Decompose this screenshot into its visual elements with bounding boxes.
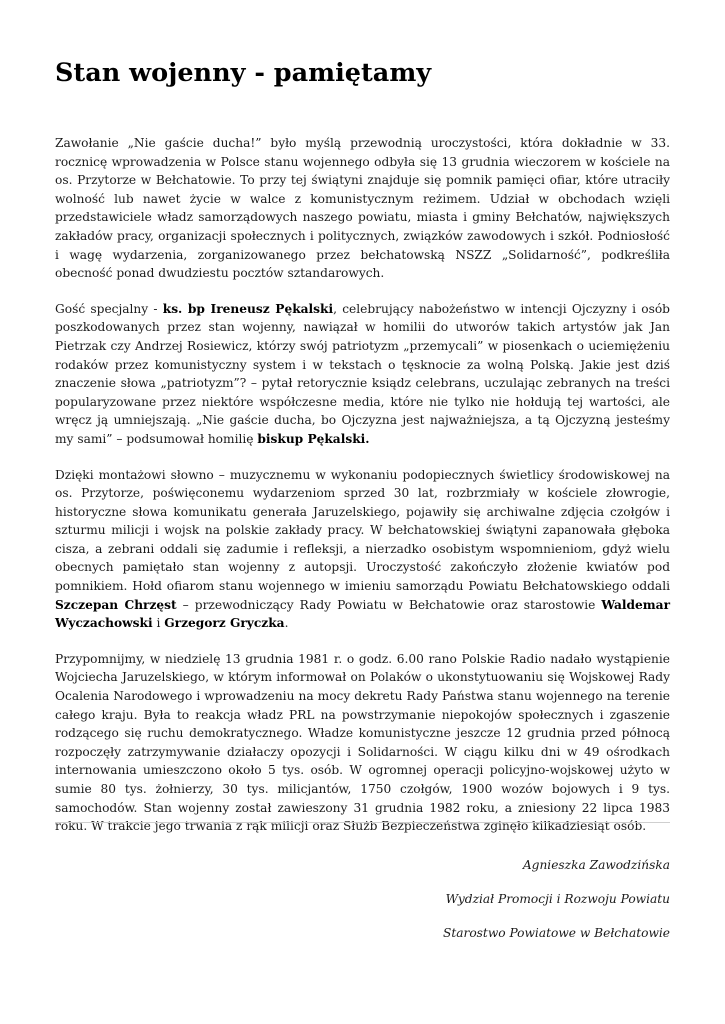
signature-office: Starostwo Powiatowe w Bełchatowie: [442, 926, 670, 940]
p3-text-c: – przewodniczący Rady Powiatu w Bełchatowie oraz starostowie: [176, 597, 602, 612]
p2-text-a: Gość specjalny -: [55, 301, 163, 316]
p2-text-c: , celebrujący nabożeństwo w intencji Ojczyzny i osób poszkodowanych przez stan wojenny, nawiązał w homilii do utworów takich artystów jak Jan Pietrzak czy Andrzej Rosiewicz, którzy swój patriotyzm „przemycali” w piosenkach o uciemiężeniu rodaków przez komunistyczny system i w tekstach o tęsknocie za wolną Polską. Jakie jest dziś znaczenie słowa „patriotyzm”? – pytał retorycznie ksiądz celebrans, uczulając zebranych na treści popularyzowane przez niektóre współczesne media, które nie tylko nie hołdują tej wartości, ale wręcz ją umniejszają. „Nie gaście ducha, bo Ojczyzna jest najważniejsza, a tą Ojczyzną jesteśmy my sami” – podsumował homilię: [55, 301, 670, 446]
article-body: [55, 134, 670, 853]
bishop-name: ks. bp Ireneusz Pękalski: [162, 301, 334, 316]
paragraph-2: [55, 300, 670, 449]
name-gryczka: Grzegorz Gryczka: [164, 616, 285, 631]
signature-divider: [55, 822, 670, 823]
name-wyczachowski: Waldemar Wyczachowski: [55, 597, 670, 631]
p3-text-g: .: [284, 616, 289, 631]
p3-text-e: i: [152, 616, 165, 631]
paragraph-3: [55, 466, 670, 633]
name-chrzest: Szczepan Chrzęst: [55, 597, 177, 612]
article-title: Stan wojenny - pamiętamy: [55, 58, 432, 88]
paragraph-4: Przypomnijmy, w niedzielę 13 grudnia 1981 r. o godz. 6.00 rano Polskie Radio nadało wystąpienie Wojciecha Jaruzelskiego, w którym informował on Polaków o ukonstytuowaniu się Wojskowej Rady Ocalenia Narodowego i wprowadzeniu na mocy dekretu Rady Państwa stanu wojennego na terenie całego kraju. Była to reakcja władz PRL na powstrzymanie niepokojów społecznych i zgaszenie rodzącego się ruchu demokratycznego. Władze komunistyczne jeszcze 12 grudnia przed północą rozpoczęły zatrzymywanie działaczy opozycji i Solidarności. W ciągu kilku dni w 49 ośrodkach internowania umieszczono około 5 tys. osób. W ogromnej operacji policyjno-wojskowej użyto w sumie 80 tys. żołnierzy, 30 tys. milicjantów, 1750 czołgów, 1900 wozów bojowych i 9 tys. samochodów. Stan wojenny został zawieszony 31 grudnia 1982 roku, a zniesiony 22 lipca 1983 roku. W trakcie jego trwania z rąk milicji oraz Służb Bezpieczeństwa zginęło kilkadziesiąt osób.: [55, 651, 670, 834]
paragraph-1: Zawołanie „Nie gaście ducha!” było myślą przewodnią uroczystości, która dokładnie w 33. rocznicę wprowadzenia w Polsce stanu wojennego odbyła się 13 grudnia wieczorem w kościele na os. Przytorze w Bełchatowie. To przy tej świątyni znajduje się pomnik pamięci ofiar, które utraciły wolność lub nawet życie w walce z komunistycznym reżimem. Udział w obchodach wzięli przedstawiciele władz samorządowych naszego powiatu, miasta i gminy Bełchatów, największych zakładów pracy, organizacji społecznych i politycznych, związków zawodowych i szkół. Podniosłość i wagę wydarzenia, zorganizowanego przez bełchatowską NSZZ „Solidarność”, podkreśliła obecność ponad dwudziestu pocztów sztandarowych.: [55, 136, 670, 281]
p3-text-a: Dzięki montażowi słowno – muzycznemu w wykonaniu podopiecznych świetlicy środowiskowej na os. Przytorze, poświęconemu wydarzeniom sprzed 30 lat, rozbrzmiały w kościele złowrogie, historyczne słowa komunikatu generała Jaruzelskiego, pojawiły się archiwalne zdjęcia czołgów i szturmu milicji i wojsk na polskie zakłady pracy. W bełchatowskiej świątyni zapanowała głęboka cisza, a zebrani oddali się zadumie i refleksji, a nierzadko osobistym wspomnieniom, gdyż wielu obecnych pamiętało stan wojenny z autopsji. Uroczystość zakończyło złożenie kwiatów pod pomnikiem. Hołd ofiarom stanu wojennego w imieniu samorządu Powiatu Bełchatowskiego oddali: [55, 467, 670, 594]
bishop-closing: biskup Pękalski.: [257, 431, 370, 446]
signature-department: Wydział Promocji i Rozwoju Powiatu: [445, 892, 670, 906]
signature-author: Agnieszka Zawodzińska: [522, 858, 670, 872]
